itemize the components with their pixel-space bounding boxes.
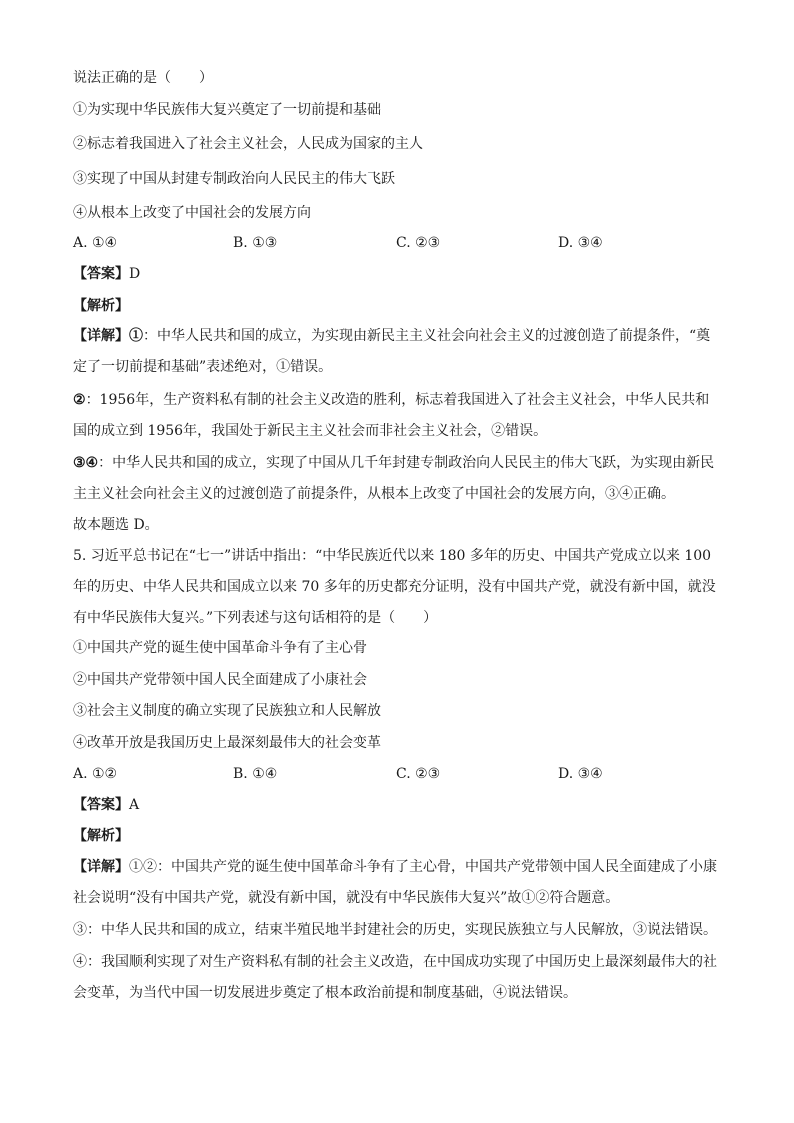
q5-option-d: D. ③④ [558, 766, 603, 782]
q4-detail-text-3: ：1956年，生产资料私有制的社会主义改造的胜利，标志着我国进入了社会主义社会，中华人民共和 [85, 392, 710, 408]
q5-detail-line-2: 社会说明“没有中国共产党，就没有新中国，就没有中华民族伟大复兴”故①②符合题意。 [73, 890, 620, 906]
q4-option-b: B. ①③ [233, 235, 278, 251]
q4-option-a: A. ①④ [73, 235, 118, 251]
q4-detail-marker-3: ② [73, 392, 86, 408]
q4-answer-value: D [129, 266, 141, 282]
q5-answer [73, 795, 139, 815]
q4-option-d: D. ③④ [558, 235, 603, 251]
q4-item-3: ③实现了中国从封建专制政治向人民民主的伟大飞跃 [73, 171, 395, 187]
q4-detail-line-2 [73, 357, 332, 377]
q4-detail-text-4: 国的成立到 1956年，我国处于新民主主义社会而非社会主义社会，②错误。 [73, 423, 548, 439]
q4-option-c: C. ②③ [396, 235, 441, 251]
q4-detail-marker-1: ① [129, 328, 143, 344]
q4-answer-label: 【答案】 [73, 266, 129, 282]
q5-detail-line-3: ③：中华人民共和国的成立，结束半殖民地半封建社会的历史，实现民族独立与人民解放，③说法错误。 [73, 922, 717, 938]
q4-conclusion [73, 515, 159, 535]
q4-detail-line-5 [73, 453, 714, 473]
q4-detail-line-1 [73, 326, 710, 346]
q5-detail-line-5: 会变革，为当代中国一切发展进步奠定了根本政治前提和制度基础，④说法错误。 [73, 985, 577, 1001]
q5-option-a: A. ①② [73, 766, 118, 782]
q4-detail-line-6 [73, 484, 675, 504]
q4-detail-text-5: ：中华人民共和国的成立，实现了中国从几千年封建专制政治向人民民主的伟大飞跃，为实现由新民 [98, 455, 715, 471]
q5-detail-text-1: ①②：中国共产党的诞生使中国革命斗争有了主心骨，中国共产党带领中国人民全面建成了小康 [129, 859, 717, 875]
q5-answer-value: A [129, 797, 140, 813]
q5-option-b: B. ①④ [233, 766, 278, 782]
q5-item-1: ①中国共产党的诞生使中国革命斗争有了主心骨 [73, 640, 367, 656]
q5-detail-line-1 [73, 857, 717, 877]
q4-item-4: ④从根本上改变了中国社会的发展方向 [73, 205, 311, 221]
q5-stem-line-1: 5. 习近平总书记在“七一”讲话中指出：“中华民族近代以来 180 多年的历史、中国共产党成立以来 100 [73, 548, 712, 564]
q4-item-2: ②标志着我国进入了社会主义社会，人民成为国家的主人 [73, 136, 423, 152]
q4-detail-text-6: 主主义社会向社会主义的过渡创造了前提条件，从根本上改变了中国社会的发展方向，③④正确。 [73, 486, 675, 502]
q4-detail-text-7: 故本题选 D。 [73, 517, 159, 533]
q4-detail-line-4 [73, 421, 547, 441]
q4-detail-text-1: ：中华人民共和国的成立，为实现由新民主主义社会向社会主义的过渡创造了前提条件，“奠 [143, 328, 711, 344]
q4-analysis-label: 【解析】 [73, 298, 129, 314]
q5-item-3: ③社会主义制度的确立实现了民族独立和人民解放 [73, 703, 381, 719]
q4-detail-marker-5: ③④ [73, 455, 99, 471]
q4-item-1: ①为实现中华民族伟大复兴奠定了一切前提和基础 [73, 102, 381, 118]
q5-option-c: C. ②③ [396, 766, 441, 782]
q5-answer-label: 【答案】 [73, 797, 129, 813]
q5-analysis-label: 【解析】 [73, 828, 129, 844]
q5-detail-label: 【详解】 [73, 859, 129, 875]
q5-stem-line-2: 年的历史、中华人民共和国成立以来 70 多年的历史都充分证明，没有中国共产党，就没有新中国，就没 [73, 579, 716, 595]
q4-detail-label: 【详解】 [73, 328, 129, 344]
q4-detail-text-2: 定了一切前提和基础”表述绝对，①错误。 [73, 359, 333, 375]
q4-stem-tail: 说法正确的是（ ） [73, 70, 213, 86]
q5-detail-line-4: ④：我国顺利实现了对生产资料私有制的社会主义改造，在中国成功实现了中国历史上最深刻最伟大的社 [73, 954, 717, 970]
q4-answer [73, 264, 140, 284]
q4-detail-line-3 [73, 390, 709, 410]
q5-stem-line-3: 有中华民族伟大复兴。”下列表述与这句话相符的是（ ） [73, 610, 438, 626]
q5-item-2: ②中国共产党带领中国人民全面建成了小康社会 [73, 672, 367, 688]
q5-item-4: ④改革开放是我国历史上最深刻最伟大的社会变革 [73, 735, 381, 751]
